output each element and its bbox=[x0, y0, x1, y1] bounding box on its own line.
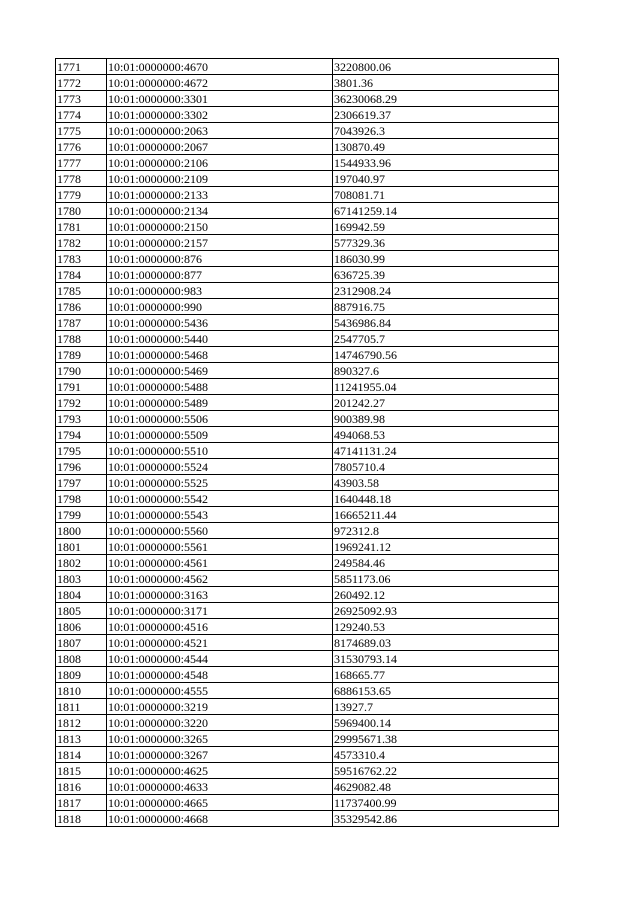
value-cell: 2547705.7 bbox=[333, 331, 559, 347]
table-row bbox=[56, 299, 559, 315]
row-number-cell: 1776 bbox=[56, 139, 107, 155]
table-row bbox=[56, 171, 559, 187]
row-number-cell: 1808 bbox=[56, 651, 107, 667]
cadastral-number-cell: 10:01:0000000:3267 bbox=[107, 747, 333, 763]
table-row bbox=[56, 283, 559, 299]
table-row bbox=[56, 331, 559, 347]
cadastral-number-cell: 10:01:0000000:4672 bbox=[107, 75, 333, 91]
table-row bbox=[56, 427, 559, 443]
cadastral-number-cell: 10:01:0000000:5468 bbox=[107, 347, 333, 363]
row-number-cell: 1782 bbox=[56, 235, 107, 251]
value-cell: 197040.97 bbox=[333, 171, 559, 187]
row-number-cell: 1786 bbox=[56, 299, 107, 315]
value-cell: 708081.71 bbox=[333, 187, 559, 203]
cadastral-number-cell: 10:01:0000000:3265 bbox=[107, 731, 333, 747]
cadastral-number-cell: 10:01:0000000:2157 bbox=[107, 235, 333, 251]
cadastral-number-cell: 10:01:0000000:4555 bbox=[107, 683, 333, 699]
row-number-cell: 1799 bbox=[56, 507, 107, 523]
row-number-cell: 1785 bbox=[56, 283, 107, 299]
cadastral-number-cell: 10:01:0000000:3163 bbox=[107, 587, 333, 603]
row-number-cell: 1804 bbox=[56, 587, 107, 603]
table-row bbox=[56, 363, 559, 379]
table-row bbox=[56, 523, 559, 539]
table-row bbox=[56, 379, 559, 395]
row-number-cell: 1817 bbox=[56, 795, 107, 811]
value-cell: 4629082.48 bbox=[333, 779, 559, 795]
row-number-cell: 1809 bbox=[56, 667, 107, 683]
table-row bbox=[56, 267, 559, 283]
value-cell: 887916.75 bbox=[333, 299, 559, 315]
value-cell: 249584.46 bbox=[333, 555, 559, 571]
row-number-cell: 1779 bbox=[56, 187, 107, 203]
table-row bbox=[56, 811, 559, 827]
table-row bbox=[56, 763, 559, 779]
cadastral-number-cell: 10:01:0000000:4544 bbox=[107, 651, 333, 667]
cadastral-number-cell: 10:01:0000000:876 bbox=[107, 251, 333, 267]
value-cell: 2306619.37 bbox=[333, 107, 559, 123]
value-cell: 900389.98 bbox=[333, 411, 559, 427]
value-cell: 31530793.14 bbox=[333, 651, 559, 667]
value-cell: 7043926.3 bbox=[333, 123, 559, 139]
value-cell: 168665.77 bbox=[333, 667, 559, 683]
value-cell: 1640448.18 bbox=[333, 491, 559, 507]
value-cell: 169942.59 bbox=[333, 219, 559, 235]
row-number-cell: 1791 bbox=[56, 379, 107, 395]
cadastral-number-cell: 10:01:0000000:5469 bbox=[107, 363, 333, 379]
cadastral-number-cell: 10:01:0000000:2067 bbox=[107, 139, 333, 155]
cadastral-number-cell: 10:01:0000000:3302 bbox=[107, 107, 333, 123]
cadastral-number-cell: 10:01:0000000:4562 bbox=[107, 571, 333, 587]
value-cell: 2312908.24 bbox=[333, 283, 559, 299]
row-number-cell: 1803 bbox=[56, 571, 107, 587]
row-number-cell: 1789 bbox=[56, 347, 107, 363]
row-number-cell: 1787 bbox=[56, 315, 107, 331]
cadastral-number-cell: 10:01:0000000:5440 bbox=[107, 331, 333, 347]
value-cell: 6886153.65 bbox=[333, 683, 559, 699]
row-number-cell: 1806 bbox=[56, 619, 107, 635]
value-cell: 1544933.96 bbox=[333, 155, 559, 171]
cadastral-number-cell: 10:01:0000000:3220 bbox=[107, 715, 333, 731]
value-cell: 3220800.06 bbox=[333, 59, 559, 75]
table-row bbox=[56, 251, 559, 267]
table-row bbox=[56, 619, 559, 635]
value-cell: 129240.53 bbox=[333, 619, 559, 635]
table-row bbox=[56, 571, 559, 587]
cadastral-number-cell: 10:01:0000000:4670 bbox=[107, 59, 333, 75]
row-number-cell: 1777 bbox=[56, 155, 107, 171]
row-number-cell: 1771 bbox=[56, 59, 107, 75]
cadastral-number-cell: 10:01:0000000:2106 bbox=[107, 155, 333, 171]
value-cell: 13927.7 bbox=[333, 699, 559, 715]
cadastral-number-cell: 10:01:0000000:4548 bbox=[107, 667, 333, 683]
table-row bbox=[56, 635, 559, 651]
value-cell: 636725.39 bbox=[333, 267, 559, 283]
data-table bbox=[55, 58, 559, 827]
row-number-cell: 1814 bbox=[56, 747, 107, 763]
table-row bbox=[56, 107, 559, 123]
table-row bbox=[56, 59, 559, 75]
cadastral-number-cell: 10:01:0000000:990 bbox=[107, 299, 333, 315]
table-row bbox=[56, 555, 559, 571]
cadastral-number-cell: 10:01:0000000:983 bbox=[107, 283, 333, 299]
row-number-cell: 1818 bbox=[56, 811, 107, 827]
cadastral-number-cell: 10:01:0000000:5525 bbox=[107, 475, 333, 491]
cadastral-number-cell: 10:01:0000000:2063 bbox=[107, 123, 333, 139]
value-cell: 890327.6 bbox=[333, 363, 559, 379]
value-cell: 47141131.24 bbox=[333, 443, 559, 459]
row-number-cell: 1805 bbox=[56, 603, 107, 619]
value-cell: 67141259.14 bbox=[333, 203, 559, 219]
row-number-cell: 1793 bbox=[56, 411, 107, 427]
value-cell: 5851173.06 bbox=[333, 571, 559, 587]
table-row bbox=[56, 395, 559, 411]
table-row bbox=[56, 779, 559, 795]
row-number-cell: 1797 bbox=[56, 475, 107, 491]
table-row bbox=[56, 683, 559, 699]
cadastral-number-cell: 10:01:0000000:2133 bbox=[107, 187, 333, 203]
cadastral-number-cell: 10:01:0000000:4665 bbox=[107, 795, 333, 811]
table-row bbox=[56, 203, 559, 219]
table-row bbox=[56, 667, 559, 683]
cadastral-number-cell: 10:01:0000000:4516 bbox=[107, 619, 333, 635]
row-number-cell: 1772 bbox=[56, 75, 107, 91]
value-cell: 8174689.03 bbox=[333, 635, 559, 651]
cadastral-number-cell: 10:01:0000000:5510 bbox=[107, 443, 333, 459]
table-row bbox=[56, 731, 559, 747]
row-number-cell: 1781 bbox=[56, 219, 107, 235]
cadastral-number-cell: 10:01:0000000:5543 bbox=[107, 507, 333, 523]
table-row bbox=[56, 187, 559, 203]
table-row bbox=[56, 795, 559, 811]
value-cell: 29995671.38 bbox=[333, 731, 559, 747]
cadastral-number-cell: 10:01:0000000:877 bbox=[107, 267, 333, 283]
cadastral-number-cell: 10:01:0000000:3301 bbox=[107, 91, 333, 107]
value-cell: 16665211.44 bbox=[333, 507, 559, 523]
table-row bbox=[56, 747, 559, 763]
row-number-cell: 1792 bbox=[56, 395, 107, 411]
value-cell: 36230068.29 bbox=[333, 91, 559, 107]
table-row bbox=[56, 123, 559, 139]
cadastral-number-cell: 10:01:0000000:4668 bbox=[107, 811, 333, 827]
value-cell: 7805710.4 bbox=[333, 459, 559, 475]
row-number-cell: 1783 bbox=[56, 251, 107, 267]
cadastral-number-cell: 10:01:0000000:4633 bbox=[107, 779, 333, 795]
table-row bbox=[56, 491, 559, 507]
row-number-cell: 1813 bbox=[56, 731, 107, 747]
value-cell: 3801.36 bbox=[333, 75, 559, 91]
cadastral-number-cell: 10:01:0000000:5488 bbox=[107, 379, 333, 395]
row-number-cell: 1784 bbox=[56, 267, 107, 283]
table-row bbox=[56, 75, 559, 91]
row-number-cell: 1775 bbox=[56, 123, 107, 139]
cadastral-number-cell: 10:01:0000000:4561 bbox=[107, 555, 333, 571]
cadastral-number-cell: 10:01:0000000:2150 bbox=[107, 219, 333, 235]
table-row bbox=[56, 411, 559, 427]
table-row bbox=[56, 587, 559, 603]
cadastral-number-cell: 10:01:0000000:5509 bbox=[107, 427, 333, 443]
row-number-cell: 1794 bbox=[56, 427, 107, 443]
row-number-cell: 1795 bbox=[56, 443, 107, 459]
cadastral-number-cell: 10:01:0000000:5524 bbox=[107, 459, 333, 475]
value-cell: 5969400.14 bbox=[333, 715, 559, 731]
table-row bbox=[56, 459, 559, 475]
value-cell: 130870.49 bbox=[333, 139, 559, 155]
table-body bbox=[56, 59, 559, 827]
cadastral-number-cell: 10:01:0000000:5542 bbox=[107, 491, 333, 507]
row-number-cell: 1780 bbox=[56, 203, 107, 219]
row-number-cell: 1802 bbox=[56, 555, 107, 571]
row-number-cell: 1796 bbox=[56, 459, 107, 475]
table-row bbox=[56, 443, 559, 459]
row-number-cell: 1812 bbox=[56, 715, 107, 731]
value-cell: 972312.8 bbox=[333, 523, 559, 539]
value-cell: 494068.53 bbox=[333, 427, 559, 443]
row-number-cell: 1790 bbox=[56, 363, 107, 379]
cadastral-number-cell: 10:01:0000000:2134 bbox=[107, 203, 333, 219]
row-number-cell: 1788 bbox=[56, 331, 107, 347]
table-row bbox=[56, 603, 559, 619]
table-row bbox=[56, 139, 559, 155]
row-number-cell: 1815 bbox=[56, 763, 107, 779]
table-row bbox=[56, 507, 559, 523]
cadastral-number-cell: 10:01:0000000:5561 bbox=[107, 539, 333, 555]
value-cell: 186030.99 bbox=[333, 251, 559, 267]
row-number-cell: 1816 bbox=[56, 779, 107, 795]
cadastral-number-cell: 10:01:0000000:2109 bbox=[107, 171, 333, 187]
value-cell: 43903.58 bbox=[333, 475, 559, 491]
cadastral-number-cell: 10:01:0000000:4625 bbox=[107, 763, 333, 779]
value-cell: 26925092.93 bbox=[333, 603, 559, 619]
table-row bbox=[56, 347, 559, 363]
table-row bbox=[56, 315, 559, 331]
value-cell: 35329542.86 bbox=[333, 811, 559, 827]
row-number-cell: 1811 bbox=[56, 699, 107, 715]
cadastral-number-cell: 10:01:0000000:5489 bbox=[107, 395, 333, 411]
row-number-cell: 1800 bbox=[56, 523, 107, 539]
row-number-cell: 1773 bbox=[56, 91, 107, 107]
cadastral-number-cell: 10:01:0000000:4521 bbox=[107, 635, 333, 651]
cadastral-number-cell: 10:01:0000000:5506 bbox=[107, 411, 333, 427]
row-number-cell: 1801 bbox=[56, 539, 107, 555]
table-row bbox=[56, 699, 559, 715]
table-row bbox=[56, 651, 559, 667]
value-cell: 11737400.99 bbox=[333, 795, 559, 811]
table-row bbox=[56, 539, 559, 555]
table-row bbox=[56, 219, 559, 235]
value-cell: 59516762.22 bbox=[333, 763, 559, 779]
row-number-cell: 1774 bbox=[56, 107, 107, 123]
cadastral-number-cell: 10:01:0000000:3219 bbox=[107, 699, 333, 715]
row-number-cell: 1807 bbox=[56, 635, 107, 651]
table-row bbox=[56, 715, 559, 731]
table-row bbox=[56, 155, 559, 171]
value-cell: 260492.12 bbox=[333, 587, 559, 603]
row-number-cell: 1798 bbox=[56, 491, 107, 507]
value-cell: 5436986.84 bbox=[333, 315, 559, 331]
cadastral-number-cell: 10:01:0000000:3171 bbox=[107, 603, 333, 619]
value-cell: 11241955.04 bbox=[333, 379, 559, 395]
row-number-cell: 1778 bbox=[56, 171, 107, 187]
value-cell: 201242.27 bbox=[333, 395, 559, 411]
table-row bbox=[56, 91, 559, 107]
cadastral-number-cell: 10:01:0000000:5560 bbox=[107, 523, 333, 539]
table-row bbox=[56, 235, 559, 251]
row-number-cell: 1810 bbox=[56, 683, 107, 699]
value-cell: 1969241.12 bbox=[333, 539, 559, 555]
cadastral-number-cell: 10:01:0000000:5436 bbox=[107, 315, 333, 331]
value-cell: 14746790.56 bbox=[333, 347, 559, 363]
table-row bbox=[56, 475, 559, 491]
value-cell: 4573310.4 bbox=[333, 747, 559, 763]
value-cell: 577329.36 bbox=[333, 235, 559, 251]
